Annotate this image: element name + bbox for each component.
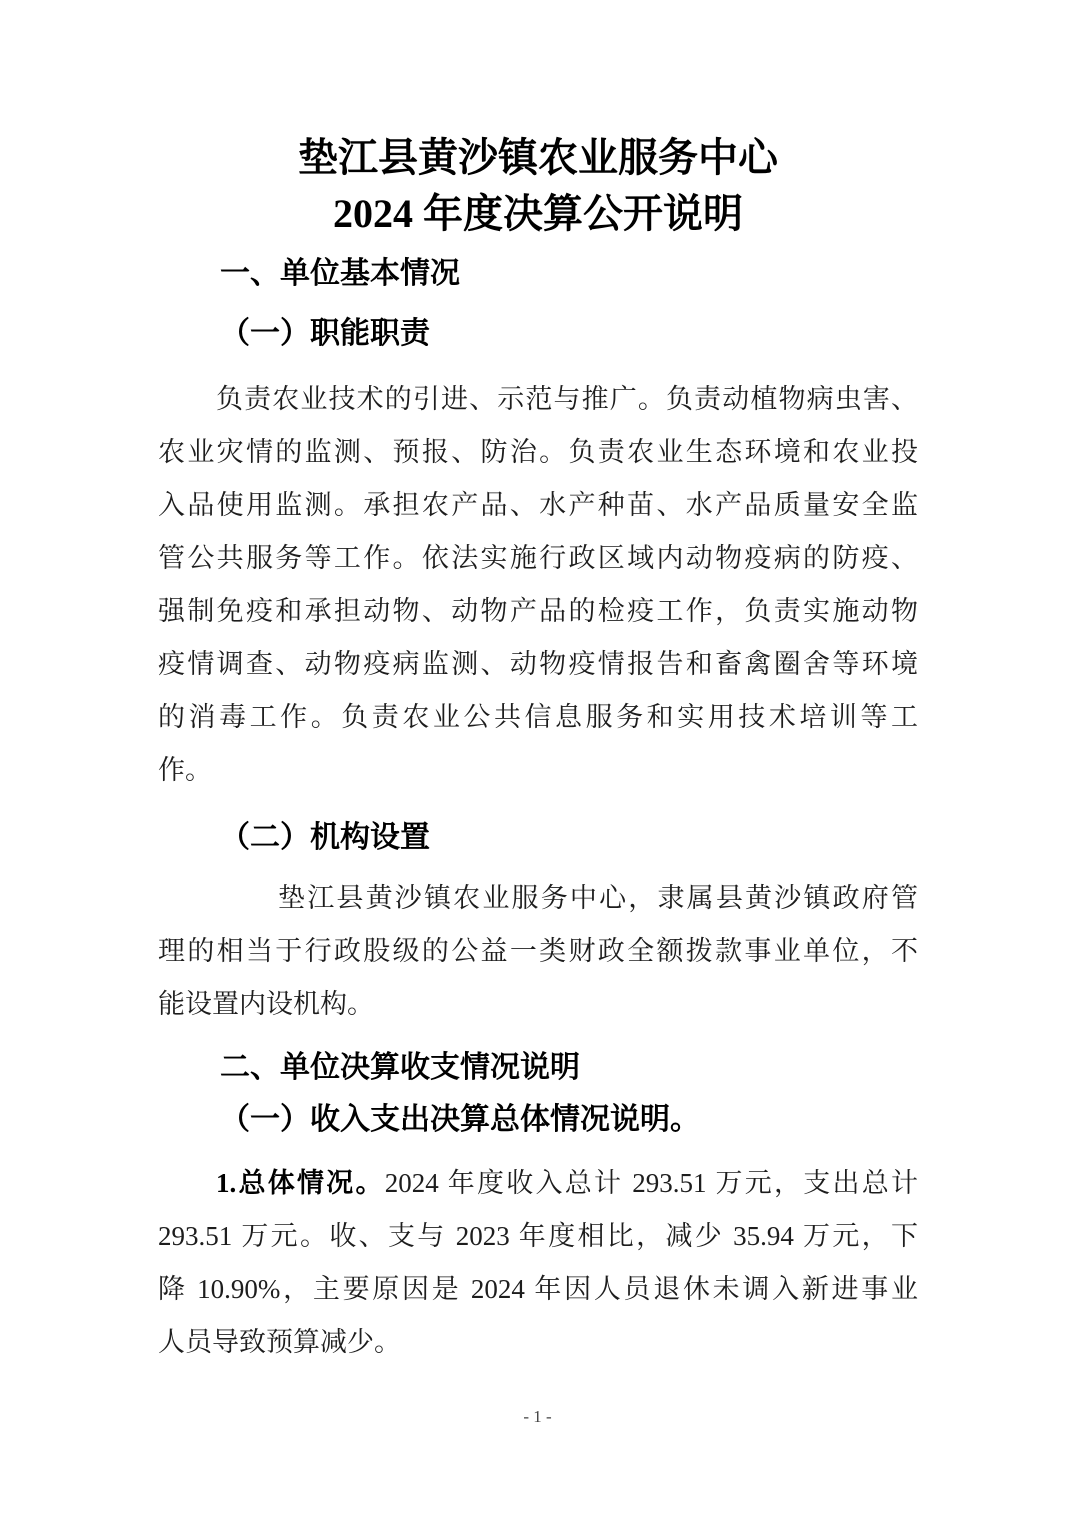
document-title: 垫江县黄沙镇农业服务中心 [298, 135, 778, 180]
overview-first-line-text: 2024 年度收入总计 293.51 万元，支出总计 [384, 1168, 918, 1198]
paragraph-organization-line: 理的相当于行政股级的公益一类财政全额拨款事业单位，不 [158, 936, 918, 966]
paragraph-organization-line: 垫江县黄沙镇农业服务中心，隶属县黄沙镇政府管 [278, 883, 918, 913]
document-subtitle: 2024 年度决算公开说明 [333, 191, 743, 236]
heading-section-2-budget: 二、单位决算收支情况说明 [220, 1051, 580, 1084]
paragraph-overview-line: 293.51 万元。收、支与 2023 年度相比，减少 35.94 万元，下 [158, 1221, 918, 1251]
paragraph-functions-line: 强制免疫和承担动物、动物产品的检疫工作，负责实施动物 [158, 596, 918, 626]
overview-lead-label: 1.总体情况。 [216, 1168, 385, 1198]
heading-section-1-basic-info: 一、单位基本情况 [220, 257, 460, 290]
paragraph-functions-line: 农业灾情的监测、预报、防治。负责农业生态环境和农业投 [158, 437, 918, 467]
paragraph-overview-line: 降 10.90%，主要原因是 2024 年因人员退休未调入新进事业 [158, 1274, 918, 1304]
paragraph-functions-line: 疫情调查、动物疫病监测、动物疫情报告和畜禽圈舍等环境 [158, 649, 918, 679]
paragraph-functions-line: 的消毒工作。负责农业公共信息服务和实用技术培训等工 [158, 702, 918, 732]
paragraph-organization [158, 872, 918, 1031]
paragraph-functions [158, 373, 918, 797]
page-number: - 1 - [523, 1407, 552, 1426]
paragraph-functions-line: 入品使用监测。承担农产品、水产种苗、水产品质量安全监 [158, 490, 918, 520]
heading-1-1-functions: （一）职能职责 [220, 317, 430, 350]
heading-2-1-overview: （一）收入支出决算总体情况说明。 [220, 1103, 700, 1136]
paragraph-overview-line: 人员导致预算减少。 [158, 1327, 401, 1357]
paragraph-functions-line: 负责农业技术的引进、示范与推广。负责动植物病虫害、 [216, 384, 918, 414]
paragraph-overview [158, 1157, 918, 1369]
paragraph-overview-line [158, 1157, 918, 1210]
paragraph-functions-line: 管公共服务等工作。依法实施行政区域内动物疫病的防疫、 [158, 543, 918, 573]
paragraph-functions-line: 作。 [158, 755, 212, 785]
paragraph-organization-line: 能设置内设机构。 [158, 989, 374, 1019]
heading-1-2-organization: （二）机构设置 [220, 821, 430, 854]
